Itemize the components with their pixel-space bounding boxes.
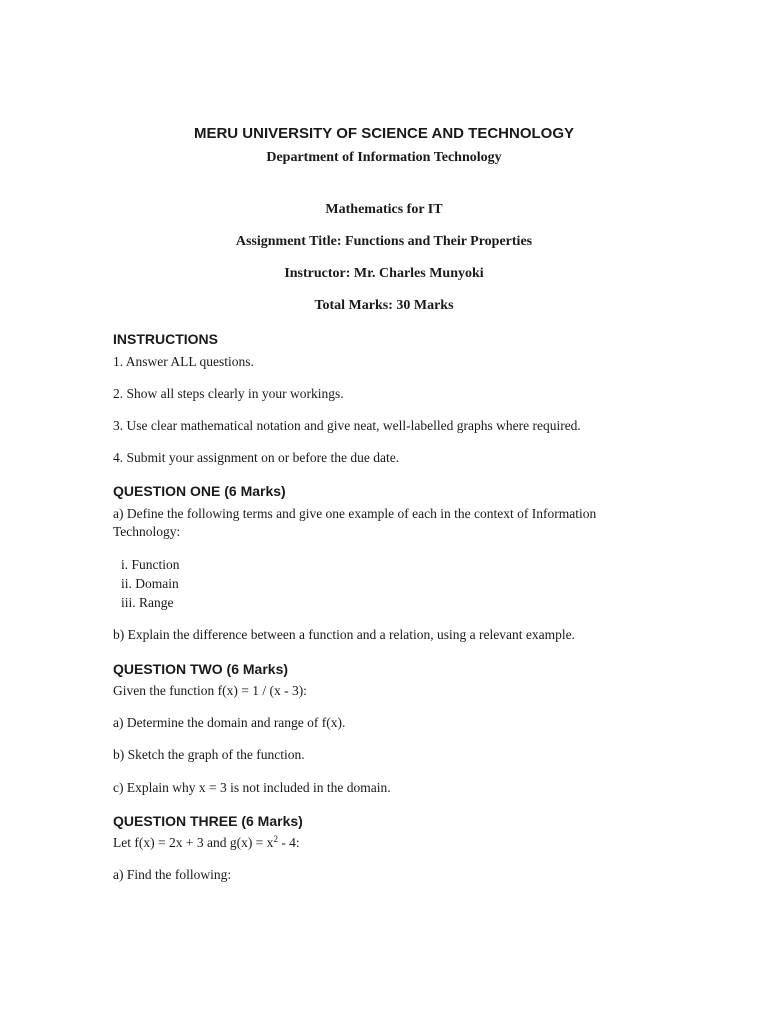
total-marks: Total Marks: 30 Marks — [314, 298, 454, 313]
question-two-intro: Given the function f(x) = 1 / (x - 3): — [113, 683, 307, 698]
question-two-part-a: a) Determine the domain and range of f(x). — [113, 715, 346, 730]
question-three-heading: QUESTION THREE (6 Marks) — [113, 813, 303, 829]
question-one-part-b: b) Explain the difference between a function and a relation, using a relevant example. — [113, 627, 575, 642]
question-two-heading: QUESTION TWO (6 Marks) — [113, 661, 289, 677]
assignment-title: Assignment Title: Functions and Their Properties — [235, 234, 533, 249]
university-name: MERU UNIVERSITY OF SCIENCE AND TECHNOLOGY — [193, 125, 575, 142]
intro-text-end: - 4: — [277, 835, 300, 850]
instruction-item: 3. Use clear mathematical notation and give neat, well-labelled graphs where required. — [113, 418, 581, 433]
question-one-part-a: a) Define the following terms and give one example of each in the context of Information Technology: — [113, 506, 597, 539]
instruction-item: 1. Answer ALL questions. — [113, 354, 254, 369]
instructions-heading: INSTRUCTIONS — [113, 331, 218, 347]
question-three-part-a: a) Find the following: — [113, 867, 232, 882]
instruction-item: 4. Submit your assignment on or before the due date. — [113, 450, 400, 465]
term-item: iii. Range — [121, 595, 174, 610]
term-item: i. Function — [121, 557, 180, 572]
instruction-item: 2. Show all steps clearly in your workings. — [113, 386, 344, 401]
intro-text: Let f(x) = 2x + 3 and g(x) = x — [113, 835, 274, 850]
question-three-intro — [113, 834, 300, 852]
instructor-name: Instructor: Mr. Charles Munyoki — [284, 266, 484, 281]
question-two-part-c: c) Explain why x = 3 is not included in the domain. — [113, 780, 391, 795]
exponent: 2 — [273, 834, 278, 844]
course-title: Mathematics for IT — [325, 202, 443, 217]
department-name: Department of Information Technology — [266, 150, 502, 165]
question-one-heading: QUESTION ONE (6 Marks) — [113, 483, 286, 499]
question-two-part-b: b) Sketch the graph of the function. — [113, 747, 305, 762]
term-item: ii. Domain — [121, 576, 179, 591]
